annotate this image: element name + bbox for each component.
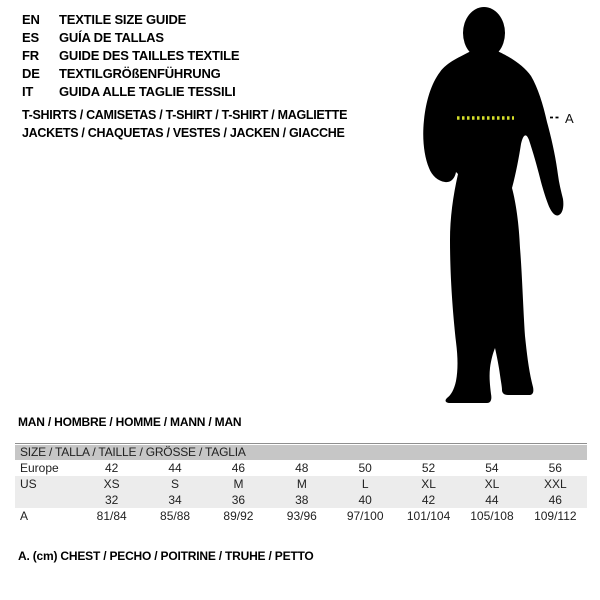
language-label: GUIDE DES TAILLES TEXTILE — [59, 48, 240, 63]
size-cell: 38 — [295, 493, 309, 507]
gender-section-title: MAN / HOMBRE / HOMME / MANN / MAN — [18, 415, 242, 429]
size-cell: XS — [103, 477, 120, 491]
language-code: EN — [22, 12, 40, 27]
size-cell: 81/84 — [96, 509, 127, 523]
size-cell: 50 — [358, 461, 372, 475]
row-label: US — [20, 477, 37, 491]
size-cell: M — [296, 477, 307, 491]
language-row-it — [22, 83, 239, 101]
silhouette-body — [423, 50, 563, 403]
language-row-en — [22, 11, 239, 29]
size-cell: XL — [484, 477, 500, 491]
size-cell: L — [361, 477, 369, 491]
row-label: A — [20, 509, 29, 523]
language-label: TEXTILGRÖßENFÜHRUNG — [59, 66, 221, 81]
table-row-us — [15, 476, 587, 492]
size-cell: 54 — [485, 461, 499, 475]
size-cell: 97/100 — [346, 509, 384, 523]
size-cell: 89/92 — [223, 509, 254, 523]
size-cell: 36 — [231, 493, 246, 507]
size-cell: XXL — [543, 477, 567, 491]
language-row-fr — [22, 47, 239, 65]
category-line-jackets: JACKETS / CHAQUETAS / VESTES / JACKEN / GIACCHE — [22, 126, 345, 140]
size-table — [15, 443, 587, 524]
size-cell: 32 — [105, 493, 119, 507]
table-row-europe — [15, 460, 587, 476]
size-cell: 101/104 — [406, 509, 451, 523]
measure-label-a: A — [565, 111, 574, 126]
size-cell: 34 — [168, 493, 182, 507]
size-cell: 52 — [421, 461, 436, 475]
size-cell: 40 — [358, 493, 372, 507]
size-cell: 109/112 — [534, 509, 577, 523]
category-line-tshirts: T-SHIRTS / CAMISETAS / T-SHIRT / T-SHIRT / MAGLIETTE — [22, 108, 348, 122]
size-cell: 46 — [231, 461, 246, 475]
language-code: IT — [22, 84, 34, 99]
language-code: DE — [22, 66, 40, 81]
row-label — [15, 492, 80, 508]
row-label: Europe — [20, 461, 59, 475]
size-cell: 42 — [105, 461, 119, 475]
language-label: TEXTILE SIZE GUIDE — [59, 12, 187, 27]
size-cell: S — [171, 477, 180, 491]
measurement-footnote: A. (cm) CHEST / PECHO / POITRINE / TRUHE / PETTO — [18, 549, 314, 563]
size-cell: XL — [421, 477, 436, 491]
size-table-header: SIZE / TALLA / TAILLE / GRÖSSE / TAGLIA — [15, 445, 587, 460]
language-label: GUIDA ALLE TAGLIE TESSILI — [59, 84, 236, 99]
size-cell: 85/88 — [160, 509, 191, 523]
table-row-us-numeric — [15, 492, 587, 508]
language-list — [22, 11, 239, 101]
table-row-chest-measure — [15, 508, 587, 524]
language-code: FR — [22, 48, 39, 63]
language-code: ES — [22, 30, 39, 45]
size-cell: 46 — [548, 493, 562, 507]
language-row-de — [22, 65, 239, 83]
size-cell: 42 — [421, 493, 436, 507]
language-row-es — [22, 29, 239, 47]
size-cell: 105/108 — [470, 509, 514, 523]
size-cell: 56 — [548, 461, 562, 475]
category-titles — [22, 106, 347, 142]
size-cell: 44 — [168, 461, 182, 475]
size-cell: 93/96 — [286, 509, 317, 523]
size-cell: M — [233, 477, 244, 491]
size-cell: 44 — [485, 493, 499, 507]
language-label: GUÍA DE TALLAS — [59, 30, 164, 45]
size-cell: 48 — [295, 461, 309, 475]
man-silhouette-figure — [400, 0, 580, 410]
